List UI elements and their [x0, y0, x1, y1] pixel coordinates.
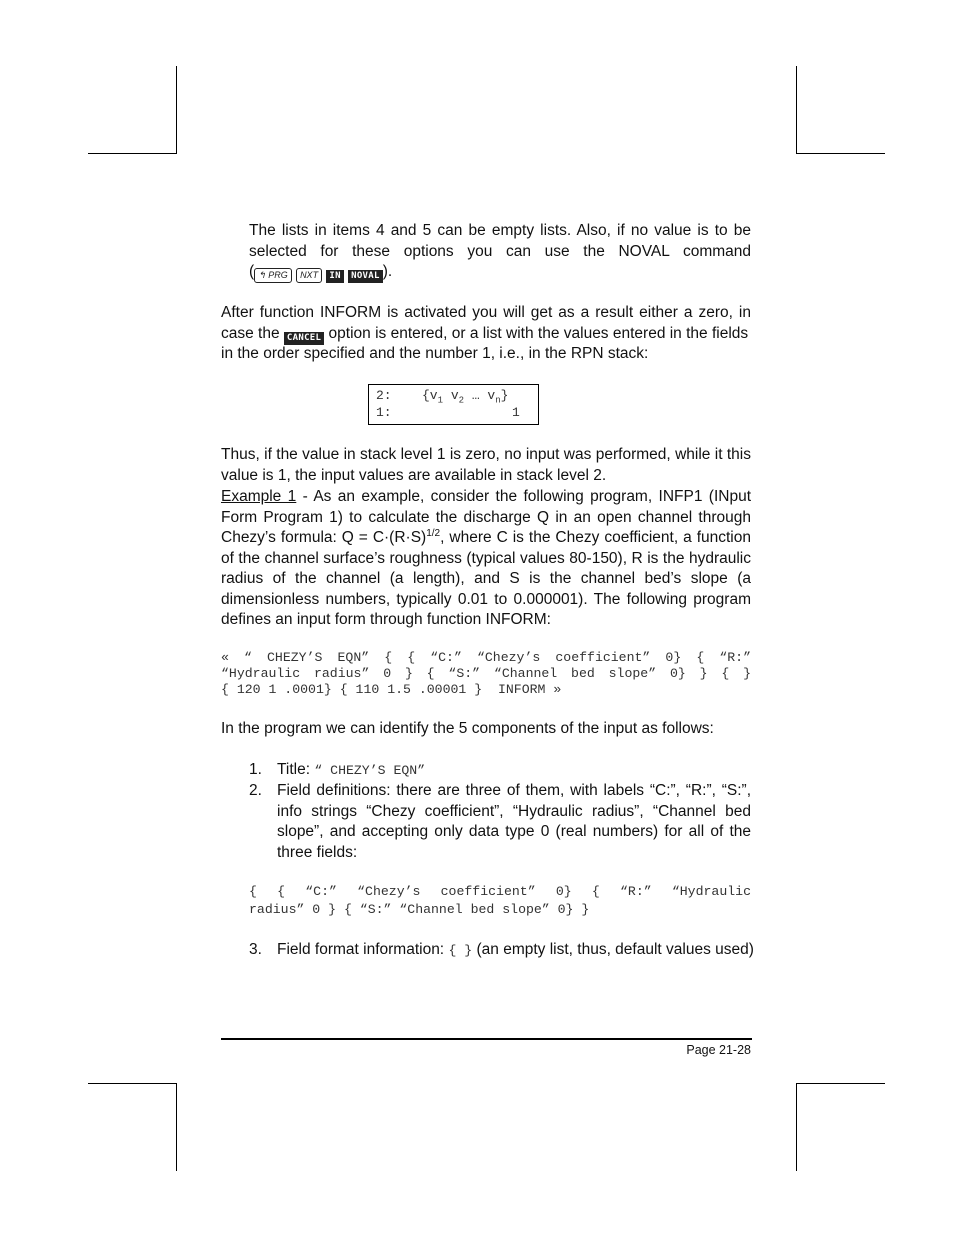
field-format-line: Field format information: { } (an empty list, thus, default values used)	[277, 941, 754, 958]
stack-level-2-value: {$v_1$ $v_2$ … $v_n$}	[422, 388, 509, 406]
field-def-code-line1: { { “C:” “Chezy’s coefficient” 0} { “R:” “Hydraulic	[249, 884, 751, 899]
stack-level-2: 2: {$v_1$ $v_2$ … $v_n$}	[376, 388, 509, 406]
title-code: “ CHEZY’S EQN”	[314, 763, 426, 778]
crop-mark	[88, 1083, 177, 1084]
program-line2: “Hydraulic radius” 0 } { “S:” “Channel bed slope” 0} } { }	[221, 666, 751, 681]
item-number-3: 3.	[249, 941, 262, 958]
para-inform-line3: in the order specified and the number 1, i.e., in the RPN stack:	[221, 345, 649, 362]
nxt-key-icon: NXT	[296, 268, 322, 283]
crop-mark	[796, 1083, 797, 1171]
in-softkey-icon: IN	[326, 270, 343, 283]
para-thus-line2: value is 1, the input values are available in stack level 2.	[221, 467, 607, 484]
field-def-line2: info strings “Chezy coefficient”, “Hydraulic radius”, “Channel bed	[277, 803, 751, 820]
program-line3: { 120 1 .0001} { 110 1.5 .00001 } INFORM »	[221, 682, 562, 697]
identify-text: In the program we can identify the 5 components of the input as follows:	[221, 720, 714, 737]
field-def-code-line2: radius” 0 } { “S:” “Channel bed slope” 0} }	[249, 902, 590, 917]
item-number-2: 2.	[249, 782, 262, 799]
para-thus-line1: Thus, if the value in stack level 1 is zero, no input was performed, while it this	[221, 446, 751, 463]
left-shift-key-icon: ↰ PRG	[254, 268, 292, 283]
para-inform-line2: case the CANCEL option is entered, or a list with the values entered in the fields	[221, 325, 749, 343]
crop-mark	[176, 66, 177, 154]
close-paren: ).	[382, 263, 393, 280]
example-line4: of the channel surface’s roughness (typical values 80-150), R is the hydraulic	[221, 550, 751, 567]
item-number-1: 1.	[249, 761, 262, 778]
crop-mark	[796, 1083, 885, 1084]
crop-mark	[176, 1083, 177, 1171]
prg-key-label: PRG	[268, 270, 288, 280]
para-lists-line2: selected for these options you can use the NOVAL command	[249, 243, 751, 260]
item-title: Title: “ CHEZY’S EQN”	[277, 761, 426, 778]
para-inform-line1: After function INFORM is activated you will get as a result either a zero, in	[221, 304, 751, 321]
example-line1: Example 1 - As an example, consider the following program, INFP1 (INput	[221, 488, 752, 505]
example-line5: radius of the channel (a length), and S is the channel bed’s slope (a	[221, 570, 751, 587]
field-def-line1: Field definitions: there are three of them, with labels “C:”, “R:”, “S:”,	[277, 782, 751, 799]
example-line2: Form Program 1) to calculate the discharge Q in an open channel through	[221, 509, 751, 526]
crop-mark	[88, 153, 177, 154]
page-number: Page 21-28	[686, 1043, 751, 1057]
example-label: Example 1	[221, 488, 297, 505]
field-def-line3: slope”, and accepting only data type 0 (real numbers) for all of the	[277, 823, 751, 840]
example-line6: dimensionless numbers, typically 0.01 to 0.000001). The following program	[221, 591, 751, 608]
crop-mark	[796, 66, 797, 154]
example-line3: Chezy’s formula: $Q = C\cdot(R\cdot S)^{1/2}$, where C is the Chezy coefficient, a function	[221, 527, 751, 546]
para-lists-line3	[249, 262, 751, 283]
program-line1: « “ CHEZY’S EQN” { { “C:” “Chezy’s coefficient” 0} { “R:”	[221, 650, 751, 665]
noval-softkey-icon: NOVAL	[348, 270, 383, 283]
para-lists-line1: The lists in items 4 and 5 can be empty lists. Also, if no value is to be	[249, 222, 751, 239]
example-line7: defines an input form through function INFORM:	[221, 611, 551, 628]
rpn-stack-display	[368, 384, 539, 425]
cancel-softkey-icon: CANCEL	[284, 332, 324, 345]
stack-level-1-value: 1	[512, 405, 520, 420]
field-def-line4: three fields:	[277, 844, 358, 861]
field-format-code: { }	[448, 943, 473, 958]
footer-rule	[221, 1038, 752, 1040]
crop-mark	[796, 153, 885, 154]
stack-level-1: 1: 1	[376, 405, 520, 420]
open-paren: (	[249, 263, 255, 280]
